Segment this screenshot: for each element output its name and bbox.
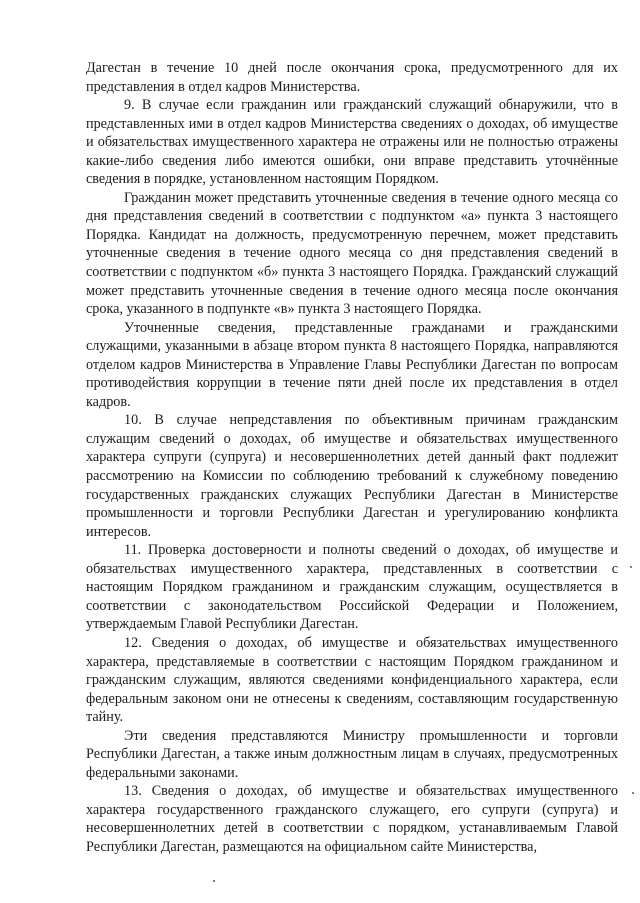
paragraph-item-10: 10. В случае непредставления по объективным причинам гражданским служащим сведений о доходах, об имуществе и обязательствах имущественного характера супруги (супруга) и несовершеннолетних детей данный факт подлежит рассмотрению на Комиссии по соблюдению требований к служебному поведению государственных гражданских служащих Республики Дагестан в Министерстве промышленности и торговли Республики Дагестан и урегулированию конфликта интересов. (86, 412, 618, 540)
paragraph-corrected-info-routing: Уточненные сведения, представленные гражданами и гражданскими служащими, указанными в абзаце втором пункта 8 настоящего Порядка, направляются отделом кадров Министерства в Управление Главы Республики Дагестан по вопросам противодействия коррупции в течение пяти дней после их представления в отдел кадров. (86, 319, 618, 410)
scan-speck (630, 566, 632, 568)
paragraph-citizen-corrections: Гражданин может представить уточненные сведения в течение одного месяца со дня представления сведений в соответствии с подпунктом «а» пункта 3 настоящего Порядка. Кандидат на должность, предусмотренную перечнем, может представить уточненные сведения в течение одного месяца со дня представления сведений в соответствии с подпунктом «б» пункта 3 настоящего Порядка. Гражданский служащий может представить уточненные сведения в течение одного месяца после окончания срока, указанного в подпункте «в» пункта 3 настоящего Порядка. (86, 189, 618, 318)
paragraph-item-13: 13. Сведения о доходах, об имуществе и обязательствах имущественного характера государственного гражданского служащего, его супруги (супруга) и несовершеннолетних детей в соответствии с порядком, устанавливаемым Главой Республики Дагестан, размещаются на официальном сайте Министерства, (86, 783, 618, 855)
paragraph-item-9: 9. В случае если гражданин или гражданский служащий обнаружили, что в представленных ими в отдел кадров Министерства сведениях о доходах, об имуществе и обязательствах имущественного характера не отражены или не полностью отражены какие-либо сведения либо имеются ошибки, они вправе представить уточнённые сведения в порядке, установленном настоящим Порядком. (86, 97, 618, 188)
paragraph-confidential-recipients: Эти сведения представляются Министру промышленности и торговли Республики Дагестан, а также иным должностным лицам в случаях, предусмотренных федеральными законами. (86, 727, 618, 781)
paragraph-item-12: 12. Сведения о доходах, об имуществе и обязательствах имущественного характера, представляемые в соответствии с настоящим Порядком гражданином и гражданским служащим, являются сведениями конфиденциального характера, если федеральным законом они не отнесены к сведениям, составляющим государственную тайну. (86, 634, 618, 726)
scan-speck (632, 792, 634, 794)
document-body (86, 59, 618, 857)
paragraph-continuation: Дагестан в течение 10 дней после окончания срока, предусмотренного для их представления в отдел кадров Министерства. (86, 60, 618, 95)
paragraph-item-11: 11. Проверка достоверности и полноты сведений о доходах, об имуществе и обязательствах имущественного характера, представленных в соответствии с настоящим Порядком гражданином и гражданским служащим, осуществляется в соответствии с законодательством Российской Федерации и Положением, утверждаемым Главой Республики Дагестан. (86, 542, 618, 633)
scan-speck (213, 880, 215, 882)
